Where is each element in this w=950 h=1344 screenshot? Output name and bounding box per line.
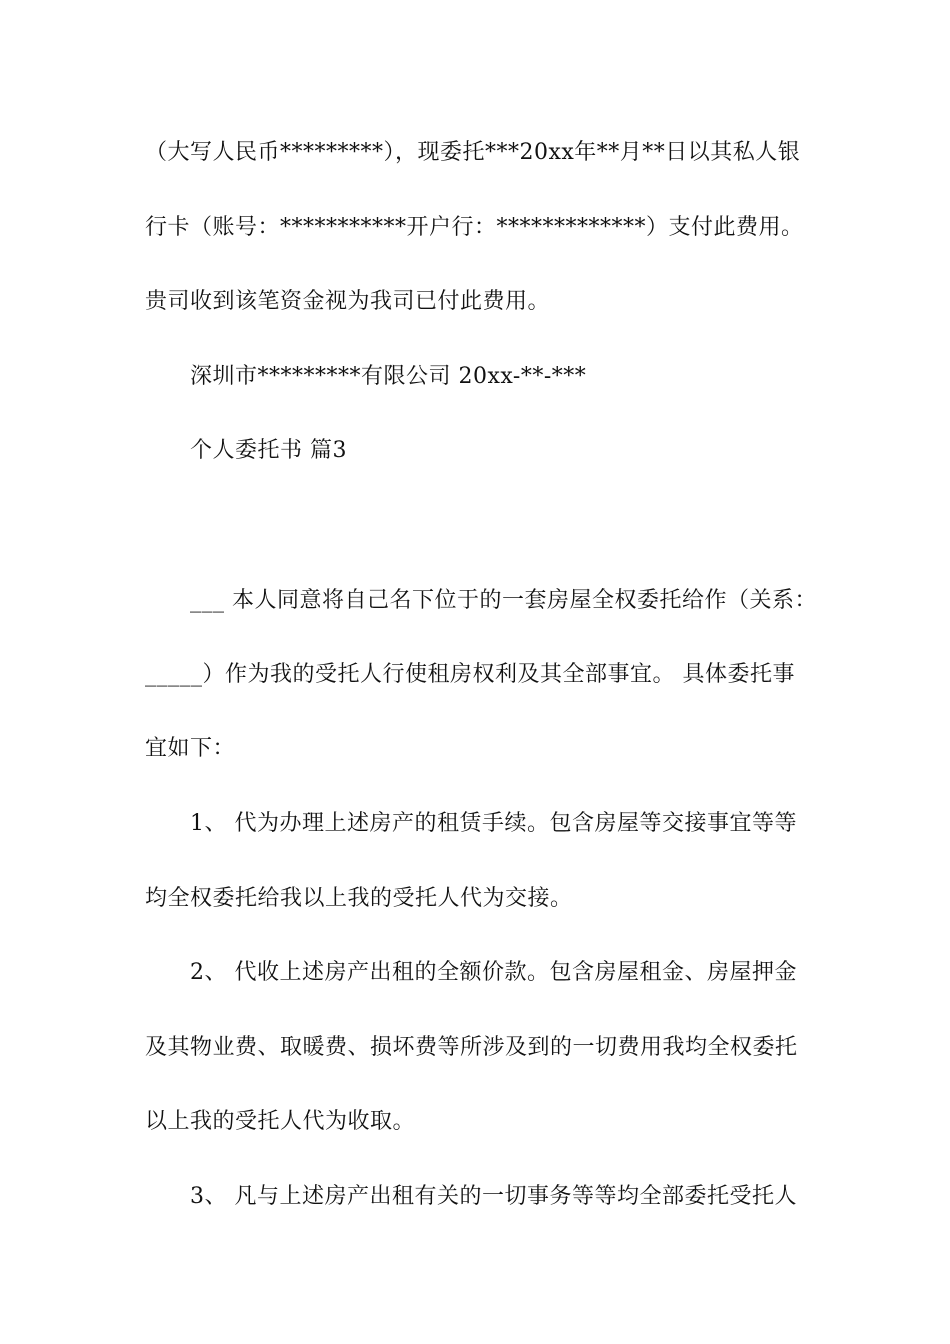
paragraph-line-payment-amount: （大写人民币*********），现委托***20xx年**月**日以其私人银 xyxy=(145,140,801,165)
paragraph-line-matters-follow: 宜如下： xyxy=(145,736,236,761)
list-item-1-line-2: 均全权委托给我以上我的受托人代为交接。 xyxy=(145,886,573,911)
list-item-3-line-1: 3、 凡与上述房产出租有关的一切事务等等均全部委托受托人 xyxy=(190,1184,797,1209)
list-item-2-line-1: 2、 代收上述房产出租的全额价款。包含房屋租金、房屋押金 xyxy=(190,960,797,985)
paragraph-line-receipt-confirmation: 贵司收到该笔资金视为我司已付此费用。 xyxy=(145,289,551,314)
list-item-2-line-2: 及其物业费、取暖费、损坏费等所涉及到的一切费用我均全权委托 xyxy=(145,1035,798,1060)
list-item-2-line-3: 以上我的受托人代为收取。 xyxy=(145,1109,416,1134)
section-heading: 个人委托书 篇3 xyxy=(190,438,347,463)
company-signature-date: 深圳市*********有限公司 20xx-**-*** xyxy=(190,364,587,389)
list-item-1-line-1: 1、 代为办理上述房产的租赁手续。包含房屋等交接事宜等等 xyxy=(190,811,797,836)
paragraph-line-delegation-scope: _____）作为我的受托人行使租房权利及其全部事宜。 具体委托事 xyxy=(145,662,795,687)
paragraph-line-bank-account: 行卡（账号：***********开户行：*************）支付此费用。 xyxy=(145,215,804,240)
paragraph-line-delegation-intro: ___ 本人同意将自己名下位于的一套房屋全权委托给作（关系： xyxy=(190,588,817,613)
